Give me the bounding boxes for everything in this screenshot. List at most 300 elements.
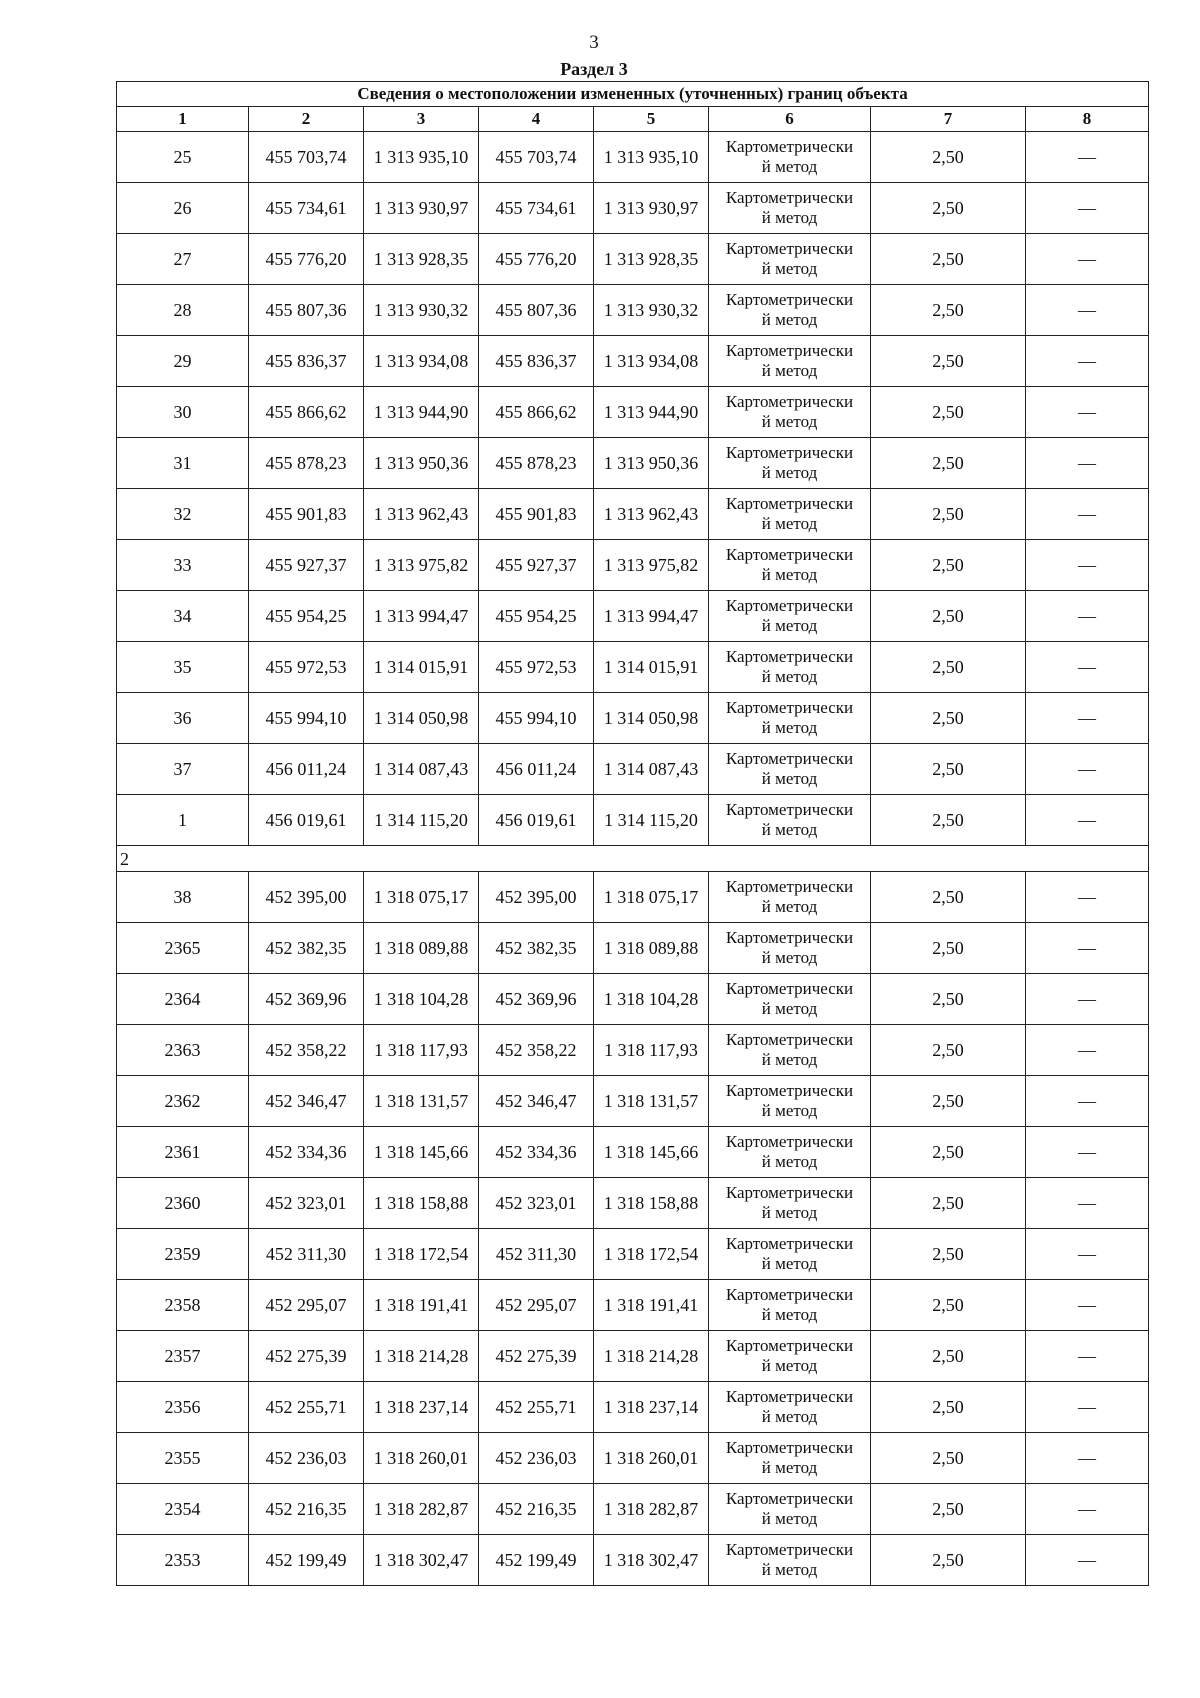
method-text-line: й метод [761,1356,818,1375]
method-cell [709,693,871,744]
accuracy-cell: 2,50 [871,1178,1026,1229]
method-text-line: Картометрически [725,1285,854,1304]
description-cell: — [1026,234,1149,285]
x-coordinate-cell: 452 236,03 [249,1433,364,1484]
point-number-cell: 29 [117,336,249,387]
y-coordinate-cell: 1 313 944,90 [364,387,479,438]
description-cell: — [1026,1178,1149,1229]
point-number-cell: 38 [117,872,249,923]
x-coordinate-cell: 452 255,71 [249,1382,364,1433]
y-coordinate-cell: 1 313 928,35 [594,234,709,285]
description-cell: — [1026,1229,1149,1280]
method-text-line: Картометрически [725,928,854,947]
method-text-line: й метод [761,948,818,967]
x-coordinate-cell: 456 019,61 [249,795,364,846]
point-number-cell: 35 [117,642,249,693]
method-text-line: й метод [761,1254,818,1273]
table-row [117,1025,1149,1076]
description-cell: — [1026,642,1149,693]
x-coordinate-cell: 455 954,25 [479,591,594,642]
method-cell [709,1127,871,1178]
method-cell [709,1229,871,1280]
method-text-line: й метод [761,616,818,635]
table-row [117,438,1149,489]
description-cell: — [1026,1076,1149,1127]
method-cell [709,489,871,540]
x-coordinate-cell: 455 776,20 [479,234,594,285]
description-cell: — [1026,336,1149,387]
y-coordinate-cell: 1 314 115,20 [594,795,709,846]
x-coordinate-cell: 452 334,36 [249,1127,364,1178]
x-coordinate-cell: 452 358,22 [479,1025,594,1076]
method-text-line: й метод [761,1203,818,1222]
y-coordinate-cell: 1 318 117,93 [364,1025,479,1076]
method-text-line: й метод [761,463,818,482]
table-row [117,923,1149,974]
method-text-line: Картометрически [725,188,854,207]
point-number-cell: 27 [117,234,249,285]
method-cell [709,285,871,336]
method-text-line: й метод [761,667,818,686]
description-cell: — [1026,1025,1149,1076]
table-caption: Сведения о местоположении измененных (уточненных) границ объекта [117,82,1149,107]
x-coordinate-cell: 452 346,47 [249,1076,364,1127]
y-coordinate-cell: 1 318 214,28 [594,1331,709,1382]
method-cell [709,234,871,285]
accuracy-cell: 2,50 [871,1127,1026,1178]
description-cell: — [1026,285,1149,336]
method-cell [709,974,871,1025]
point-number-cell: 2364 [117,974,249,1025]
description-cell: — [1026,974,1149,1025]
accuracy-cell: 2,50 [871,795,1026,846]
x-coordinate-cell: 452 358,22 [249,1025,364,1076]
table-row [117,1229,1149,1280]
x-coordinate-cell: 455 901,83 [479,489,594,540]
method-text-line: Картометрически [725,1030,854,1049]
x-coordinate-cell: 455 901,83 [249,489,364,540]
point-number-cell: 2357 [117,1331,249,1382]
table-row [117,693,1149,744]
table-row [117,183,1149,234]
accuracy-cell: 2,50 [871,234,1026,285]
x-coordinate-cell: 455 866,62 [249,387,364,438]
table-row [117,1331,1149,1382]
description-cell: — [1026,591,1149,642]
y-coordinate-cell: 1 318 260,01 [594,1433,709,1484]
x-coordinate-cell: 455 807,36 [249,285,364,336]
method-cell [709,591,871,642]
accuracy-cell: 2,50 [871,974,1026,1025]
y-coordinate-cell: 1 318 089,88 [364,923,479,974]
method-text-line: й метод [761,259,818,278]
accuracy-cell: 2,50 [871,1280,1026,1331]
method-text-line: й метод [761,514,818,533]
method-text-line: Картометрически [725,494,854,513]
column-header: 7 [871,107,1026,132]
method-text-line: й метод [761,1101,818,1120]
table-row [117,1178,1149,1229]
description-cell: — [1026,387,1149,438]
method-text-line: Картометрически [725,1132,854,1151]
y-coordinate-cell: 1 318 191,41 [594,1280,709,1331]
method-text-line: й метод [761,820,818,839]
y-coordinate-cell: 1 318 131,57 [594,1076,709,1127]
table-row [117,872,1149,923]
y-coordinate-cell: 1 318 237,14 [364,1382,479,1433]
point-number-cell: 1 [117,795,249,846]
method-text-line: Картометрически [725,443,854,462]
table-row [117,795,1149,846]
x-coordinate-cell: 455 878,23 [249,438,364,489]
method-text-line: й метод [761,1458,818,1477]
x-coordinate-cell: 452 382,35 [249,923,364,974]
method-cell [709,1535,871,1586]
method-text-line: й метод [761,361,818,380]
x-coordinate-cell: 455 703,74 [249,132,364,183]
contour-group-row [117,846,1149,872]
table-row [117,1535,1149,1586]
accuracy-cell: 2,50 [871,744,1026,795]
y-coordinate-cell: 1 313 930,32 [594,285,709,336]
y-coordinate-cell: 1 313 950,36 [364,438,479,489]
column-header: 8 [1026,107,1149,132]
y-coordinate-cell: 1 318 282,87 [594,1484,709,1535]
x-coordinate-cell: 455 734,61 [479,183,594,234]
accuracy-cell: 2,50 [871,693,1026,744]
x-coordinate-cell: 455 927,37 [249,540,364,591]
table-row [117,387,1149,438]
x-coordinate-cell: 452 323,01 [479,1178,594,1229]
accuracy-cell: 2,50 [871,1382,1026,1433]
description-cell: — [1026,438,1149,489]
accuracy-cell: 2,50 [871,1076,1026,1127]
boundary-coordinates-table [116,81,1149,1586]
method-text-line: Картометрически [725,1234,854,1253]
method-cell [709,183,871,234]
description-cell: — [1026,489,1149,540]
y-coordinate-cell: 1 318 089,88 [594,923,709,974]
y-coordinate-cell: 1 313 930,97 [364,183,479,234]
method-text-line: Картометрически [725,979,854,998]
method-cell [709,1484,871,1535]
point-number-cell: 34 [117,591,249,642]
y-coordinate-cell: 1 318 282,87 [364,1484,479,1535]
method-text-line: й метод [761,412,818,431]
method-text-line: Картометрически [725,1438,854,1457]
method-text-line: Картометрически [725,749,854,768]
x-coordinate-cell: 455 703,74 [479,132,594,183]
method-cell [709,540,871,591]
y-coordinate-cell: 1 313 975,82 [364,540,479,591]
point-number-cell: 36 [117,693,249,744]
y-coordinate-cell: 1 318 117,93 [594,1025,709,1076]
table-row [117,1484,1149,1535]
description-cell: — [1026,923,1149,974]
method-text-line: Картометрически [725,137,854,156]
accuracy-cell: 2,50 [871,132,1026,183]
table-row [117,744,1149,795]
method-cell [709,387,871,438]
table-row [117,234,1149,285]
accuracy-cell: 2,50 [871,336,1026,387]
y-coordinate-cell: 1 318 145,66 [594,1127,709,1178]
x-coordinate-cell: 455 972,53 [479,642,594,693]
point-number-cell: 2362 [117,1076,249,1127]
y-coordinate-cell: 1 318 075,17 [594,872,709,923]
description-cell: — [1026,1433,1149,1484]
method-text-line: Картометрически [725,1336,854,1355]
x-coordinate-cell: 452 216,35 [249,1484,364,1535]
method-text-line: й метод [761,1305,818,1324]
method-cell [709,438,871,489]
y-coordinate-cell: 1 313 975,82 [594,540,709,591]
y-coordinate-cell: 1 313 994,47 [364,591,479,642]
y-coordinate-cell: 1 313 935,10 [594,132,709,183]
x-coordinate-cell: 452 311,30 [479,1229,594,1280]
column-header: 1 [117,107,249,132]
point-number-cell: 2354 [117,1484,249,1535]
x-coordinate-cell: 455 994,10 [249,693,364,744]
y-coordinate-cell: 1 314 015,91 [594,642,709,693]
method-text-line: Картометрически [725,392,854,411]
y-coordinate-cell: 1 318 104,28 [594,974,709,1025]
y-coordinate-cell: 1 314 015,91 [364,642,479,693]
x-coordinate-cell: 452 395,00 [249,872,364,923]
x-coordinate-cell: 452 311,30 [249,1229,364,1280]
y-coordinate-cell: 1 313 934,08 [364,336,479,387]
accuracy-cell: 2,50 [871,1535,1026,1586]
method-cell [709,1025,871,1076]
x-coordinate-cell: 452 216,35 [479,1484,594,1535]
method-text-line: й метод [761,565,818,584]
description-cell: — [1026,1382,1149,1433]
x-coordinate-cell: 455 836,37 [249,336,364,387]
y-coordinate-cell: 1 313 928,35 [364,234,479,285]
method-text-line: Картометрически [725,1183,854,1202]
method-text-line: Картометрически [725,877,854,896]
section-title: Раздел 3 [560,59,628,79]
x-coordinate-cell: 452 275,39 [479,1331,594,1382]
y-coordinate-cell: 1 318 214,28 [364,1331,479,1382]
page-number: 3 [589,32,599,53]
y-coordinate-cell: 1 318 131,57 [364,1076,479,1127]
method-text-line: й метод [761,718,818,737]
contour-group-label: 2 [117,846,1149,872]
x-coordinate-cell: 452 323,01 [249,1178,364,1229]
y-coordinate-cell: 1 318 158,88 [364,1178,479,1229]
point-number-cell: 25 [117,132,249,183]
x-coordinate-cell: 455 954,25 [249,591,364,642]
accuracy-cell: 2,50 [871,872,1026,923]
x-coordinate-cell: 455 836,37 [479,336,594,387]
table-row [117,285,1149,336]
description-cell: — [1026,183,1149,234]
point-number-cell: 2353 [117,1535,249,1586]
x-coordinate-cell: 452 334,36 [479,1127,594,1178]
method-text-line: й метод [761,1560,818,1579]
x-coordinate-cell: 456 011,24 [249,744,364,795]
x-coordinate-cell: 455 807,36 [479,285,594,336]
x-coordinate-cell: 456 011,24 [479,744,594,795]
column-header: 3 [364,107,479,132]
y-coordinate-cell: 1 314 050,98 [364,693,479,744]
point-number-cell: 2361 [117,1127,249,1178]
y-coordinate-cell: 1 318 237,14 [594,1382,709,1433]
y-coordinate-cell: 1 313 962,43 [594,489,709,540]
accuracy-cell: 2,50 [871,1229,1026,1280]
method-cell [709,744,871,795]
method-text-line: й метод [761,208,818,227]
method-cell [709,795,871,846]
accuracy-cell: 2,50 [871,923,1026,974]
y-coordinate-cell: 1 313 930,32 [364,285,479,336]
x-coordinate-cell: 452 236,03 [479,1433,594,1484]
accuracy-cell: 2,50 [871,642,1026,693]
method-text-line: Картометрически [725,1081,854,1100]
table-caption-row [117,82,1149,107]
method-cell [709,872,871,923]
x-coordinate-cell: 452 369,96 [479,974,594,1025]
table-row [117,489,1149,540]
y-coordinate-cell: 1 314 115,20 [364,795,479,846]
point-number-cell: 28 [117,285,249,336]
x-coordinate-cell: 455 734,61 [249,183,364,234]
y-coordinate-cell: 1 313 944,90 [594,387,709,438]
y-coordinate-cell: 1 313 962,43 [364,489,479,540]
description-cell: — [1026,540,1149,591]
method-text-line: Картометрически [725,1540,854,1559]
table-row [117,1076,1149,1127]
x-coordinate-cell: 452 369,96 [249,974,364,1025]
method-text-line: й метод [761,1050,818,1069]
table-row [117,1127,1149,1178]
y-coordinate-cell: 1 313 930,97 [594,183,709,234]
y-coordinate-cell: 1 318 075,17 [364,872,479,923]
point-number-cell: 2360 [117,1178,249,1229]
x-coordinate-cell: 455 994,10 [479,693,594,744]
method-cell [709,336,871,387]
method-text-line: Картометрически [725,290,854,309]
x-coordinate-cell: 452 255,71 [479,1382,594,1433]
description-cell: — [1026,872,1149,923]
table-row [117,1433,1149,1484]
description-cell: — [1026,693,1149,744]
y-coordinate-cell: 1 313 994,47 [594,591,709,642]
x-coordinate-cell: 455 927,37 [479,540,594,591]
method-cell [709,1331,871,1382]
accuracy-cell: 2,50 [871,387,1026,438]
table-row [117,591,1149,642]
point-number-cell: 2358 [117,1280,249,1331]
method-cell [709,1382,871,1433]
point-number-cell: 2359 [117,1229,249,1280]
accuracy-cell: 2,50 [871,438,1026,489]
method-text-line: Картометрически [725,698,854,717]
column-header: 4 [479,107,594,132]
y-coordinate-cell: 1 318 145,66 [364,1127,479,1178]
accuracy-cell: 2,50 [871,489,1026,540]
description-cell: — [1026,1127,1149,1178]
method-text-line: Картометрически [725,341,854,360]
x-coordinate-cell: 452 395,00 [479,872,594,923]
table-row [117,336,1149,387]
x-coordinate-cell: 455 866,62 [479,387,594,438]
method-cell [709,1178,871,1229]
point-number-cell: 32 [117,489,249,540]
y-coordinate-cell: 1 318 172,54 [364,1229,479,1280]
method-text-line: Картометрически [725,545,854,564]
table-row [117,974,1149,1025]
column-header: 5 [594,107,709,132]
x-coordinate-cell: 452 295,07 [479,1280,594,1331]
x-coordinate-cell: 456 019,61 [479,795,594,846]
description-cell: — [1026,132,1149,183]
y-coordinate-cell: 1 318 104,28 [364,974,479,1025]
method-text-line: й метод [761,157,818,176]
method-text-line: Картометрически [725,800,854,819]
description-cell: — [1026,1484,1149,1535]
point-number-cell: 2355 [117,1433,249,1484]
accuracy-cell: 2,50 [871,1484,1026,1535]
method-cell [709,1433,871,1484]
accuracy-cell: 2,50 [871,591,1026,642]
method-text-line: й метод [761,897,818,916]
method-text-line: й метод [761,1509,818,1528]
x-coordinate-cell: 452 382,35 [479,923,594,974]
point-number-cell: 2363 [117,1025,249,1076]
method-text-line: й метод [761,769,818,788]
point-number-cell: 2365 [117,923,249,974]
description-cell: — [1026,1280,1149,1331]
point-number-cell: 26 [117,183,249,234]
y-coordinate-cell: 1 314 050,98 [594,693,709,744]
method-text-line: Картометрически [725,647,854,666]
table-header-row [117,107,1149,132]
x-coordinate-cell: 452 199,49 [249,1535,364,1586]
x-coordinate-cell: 452 275,39 [249,1331,364,1382]
y-coordinate-cell: 1 313 950,36 [594,438,709,489]
method-cell [709,1280,871,1331]
point-number-cell: 37 [117,744,249,795]
method-text-line: й метод [761,999,818,1018]
accuracy-cell: 2,50 [871,285,1026,336]
x-coordinate-cell: 452 346,47 [479,1076,594,1127]
method-text-line: Картометрически [725,1387,854,1406]
method-cell [709,132,871,183]
x-coordinate-cell: 455 878,23 [479,438,594,489]
method-cell [709,642,871,693]
x-coordinate-cell: 452 295,07 [249,1280,364,1331]
table-row [117,132,1149,183]
method-cell [709,1076,871,1127]
method-text-line: Картометрически [725,239,854,258]
y-coordinate-cell: 1 318 302,47 [364,1535,479,1586]
y-coordinate-cell: 1 318 172,54 [594,1229,709,1280]
y-coordinate-cell: 1 318 158,88 [594,1178,709,1229]
y-coordinate-cell: 1 314 087,43 [594,744,709,795]
table-row [117,540,1149,591]
accuracy-cell: 2,50 [871,540,1026,591]
table-row [117,1280,1149,1331]
accuracy-cell: 2,50 [871,1025,1026,1076]
x-coordinate-cell: 455 776,20 [249,234,364,285]
method-text-line: Картометрически [725,596,854,615]
y-coordinate-cell: 1 318 191,41 [364,1280,479,1331]
table-row [117,1382,1149,1433]
method-text-line: й метод [761,1407,818,1426]
point-number-cell: 2356 [117,1382,249,1433]
